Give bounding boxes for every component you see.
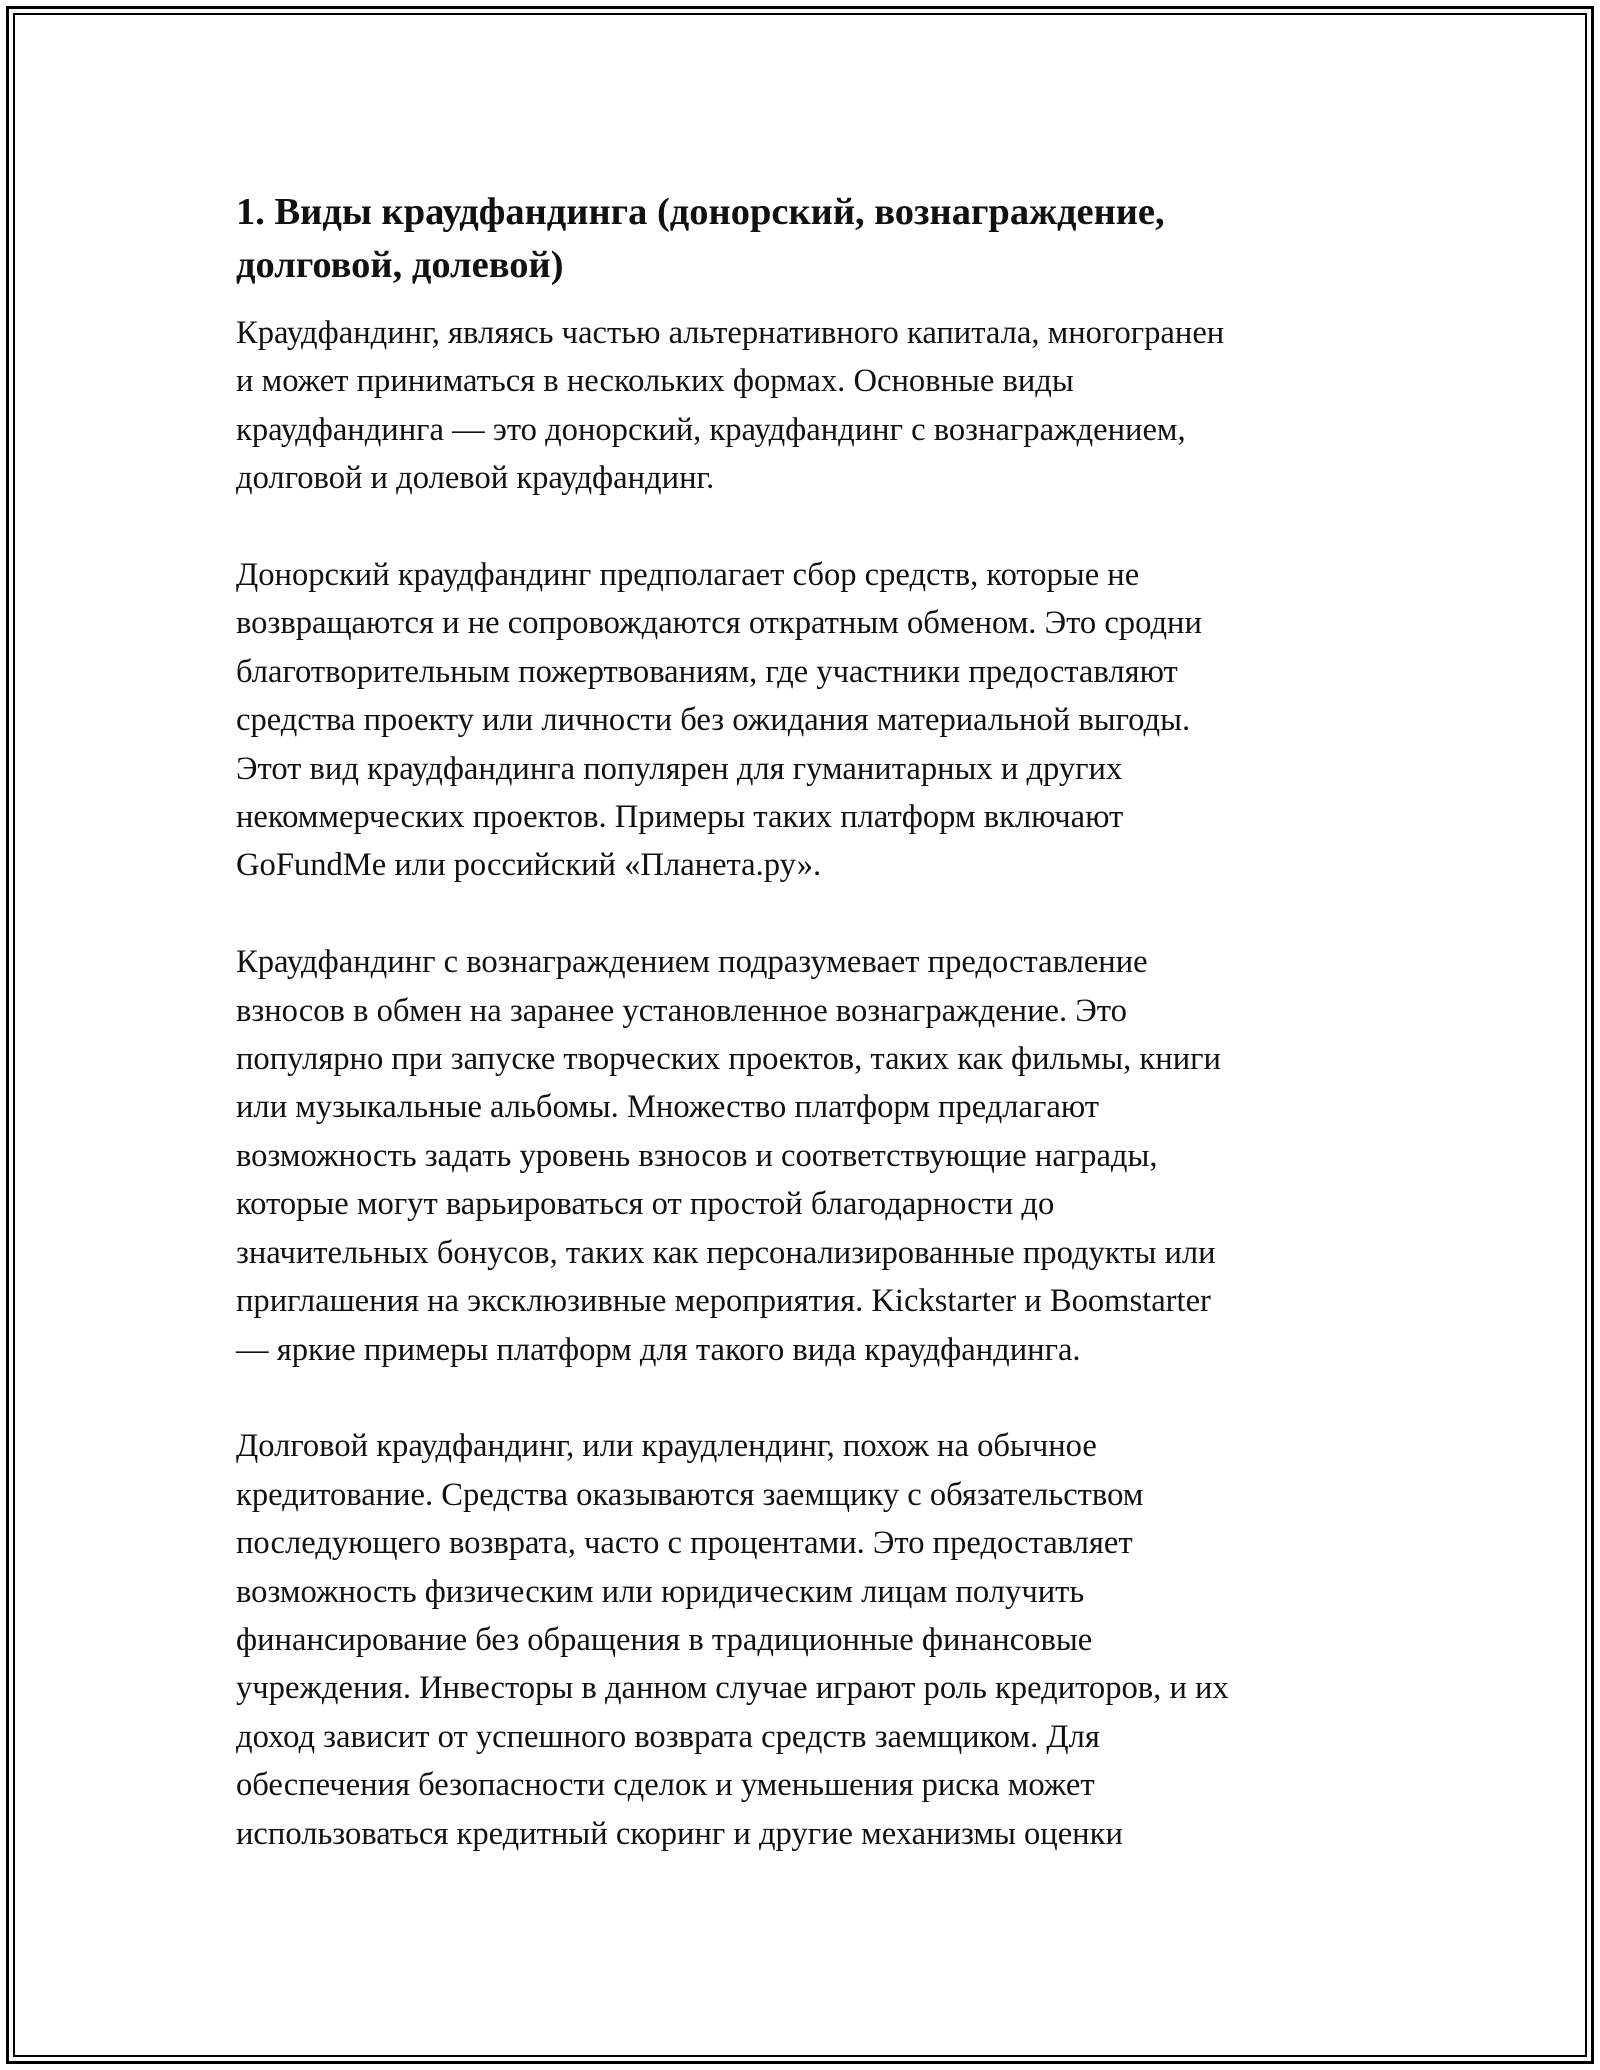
text-line: которые могут варьироваться от простой благодарности до bbox=[236, 1186, 1055, 1223]
text-line: учреждения. Инвесторы в данном случае играют роль кредиторов, и их bbox=[236, 1670, 1229, 1707]
heading-line: долговой, долевой) bbox=[236, 244, 564, 286]
paragraph-debt bbox=[236, 1422, 1376, 1858]
text-line: возвращаются и не сопровождаются откратным обменом. Это сродни bbox=[236, 605, 1202, 642]
text-line: долговой и долевой краудфандинг. bbox=[236, 460, 715, 497]
text-line: или музыкальные альбомы. Множество платформ предлагают bbox=[236, 1089, 1099, 1126]
text-line: последующего возврата, часто с процентами. Это предоставляет bbox=[236, 1525, 1133, 1562]
text-line: обеспечения безопасности сделок и уменьшения риска может bbox=[236, 1767, 1095, 1804]
text-line: возможность задать уровень взносов и соответствующие награды, bbox=[236, 1137, 1158, 1174]
text-line: благотворительным пожертвованиям, где участники предоставляют bbox=[236, 653, 1178, 690]
text-line: некоммерческих проектов. Примеры таких платформ включают bbox=[236, 799, 1124, 836]
text-line: доход зависит от успешного возврата средств заемщиком. Для bbox=[236, 1718, 1100, 1755]
text-line: кредитование. Средства оказываются заемщику с обязательством bbox=[236, 1476, 1144, 1513]
text-line: финансирование без обращения в традиционные финансовые bbox=[236, 1621, 1093, 1658]
text-line: Донорский краудфандинг предполагает сбор средств, которые не bbox=[236, 557, 1140, 594]
text-line: возможность физическим или юридическим лицам получить bbox=[236, 1573, 1085, 1610]
text-line: средства проекту или личности без ожидания материальной выгоды. bbox=[236, 702, 1191, 739]
text-line: Краудфандинг, являясь частью альтернативного капитала, многогранен bbox=[236, 315, 1225, 351]
text-line: Краудфандинг с вознаграждением подразумевает предоставление bbox=[236, 944, 1148, 981]
text-line: — яркие примеры платформ для такого вида краудфандинга. bbox=[236, 1331, 1081, 1368]
paragraph-donation bbox=[236, 551, 1376, 890]
text-line: краудфандинга — это донорский, краудфандинг с вознаграждением, bbox=[236, 411, 1186, 448]
text-line: значительных бонусов, таких как персонализированные продукты или bbox=[236, 1234, 1216, 1271]
text-line: использоваться кредитный скоринг и другие механизмы оценки bbox=[236, 1815, 1123, 1852]
paragraph-reward bbox=[236, 938, 1376, 1374]
text-line: Этот вид краудфандинга популярен для гуманитарных и других bbox=[236, 750, 1123, 787]
paragraph-intro bbox=[236, 309, 1376, 503]
text-line: приглашения на эксклюзивные мероприятия. Kickstarter и Boomstarter bbox=[236, 1283, 1211, 1320]
text-line: GoFundMe или российский «Планета.ру». bbox=[236, 847, 822, 884]
text-line: популярно при запуске творческих проектов, таких как фильмы, книги bbox=[236, 1041, 1221, 1078]
text-line: взносов в обмен на заранее установленное вознаграждение. Это bbox=[236, 992, 1127, 1029]
section-heading bbox=[236, 186, 1376, 292]
heading-line: 1. Виды краудфандинга (донорский, вознаграждение, bbox=[236, 191, 1165, 233]
document-body bbox=[236, 186, 1376, 1858]
text-line: и может приниматься в нескольких формах. Основные виды bbox=[236, 363, 1074, 400]
text-line: Долговой краудфандинг, или краудлендинг, похож на обычное bbox=[236, 1428, 1097, 1465]
